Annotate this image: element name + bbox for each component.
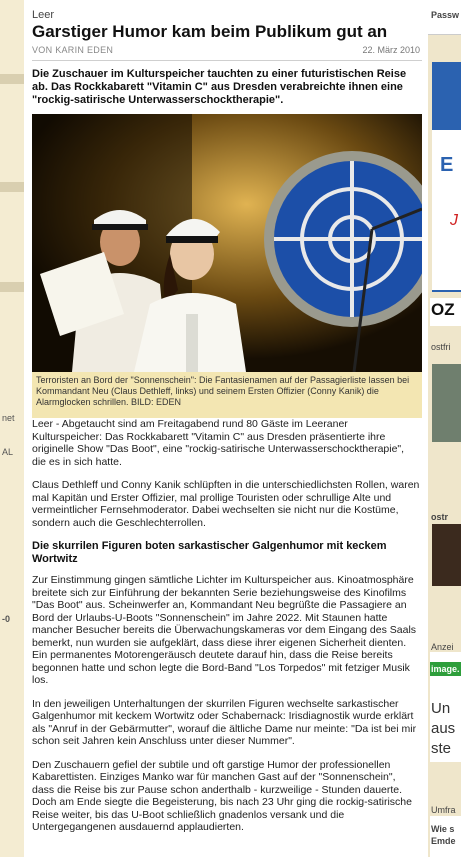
ad-text: ste [431, 740, 452, 757]
article-date: 22. März 2010 [362, 45, 420, 55]
article-headline: Garstiger Humor kam beim Publikum gut an [32, 22, 388, 41]
article-paragraph: In den jeweiligen Unterhaltungen der skurrilen Figuren wechselte sarkastischer Galgenhumor mit keckem Wortwitz oder Schabernack: Irisdiagnostik wurde erklärt als "Anruf in der Gebärmutter", worauf die ältliche Dame nur meinte: "Da ist bei mir schon seit Jahren kein Anschluss unter dieser Nummer". [32, 697, 417, 747]
article-paragraph: Den Zuschauern gefiel der subtile und oft garstige Humor der professionellen Kabarettisten. Einziges Manko war für manchen Gast auf der "Sonnenschein", dass die Reise bis zur Pause schon anderthalb - kurzweilige - Stunden dauerte. Doch am Ende siegte die Begeisterung, bis nach 23 Uhr ging die rockig-satirische Reise weiter, bis das U-Boot schließlich gnadenlos versank und die Untergegangenen ausdauernd applaudierten. [32, 758, 412, 833]
article-body [32, 418, 420, 845]
left-sidebar-fragment: net [2, 413, 15, 423]
password-label: Passw [431, 10, 460, 20]
article-byline: VON KARIN EDEN [32, 45, 114, 55]
section-label: ostr [431, 512, 449, 522]
oz-logo-text: OZ [431, 300, 455, 319]
photo-caption: Terroristen an Bord der "Sonnenschein": Die Fantasienamen auf der Passagierliste lassen bei Kommandant Neu (Claus Dethleff, links) und seinem Ersten Offizier (Conny Kanik) die Alarmglocken schrillen. BILD: EDEN [32, 372, 422, 418]
left-sidebar-divider [0, 282, 24, 292]
header-divider [32, 60, 422, 61]
article-kicker: Leer [32, 9, 55, 21]
article-paragraph: Leer - Abgetaucht sind am Freitagabend rund 80 Gäste im Leeraner Kulturspeicher: Das Rockkabarett "Vitamin C" aus Dresden präsentierte ihre originelle Show "Das Boot", eine "rockig-satirische Unterwasserschocktherapie", die es in sich hatte. [32, 418, 405, 468]
left-sidebar [0, 0, 24, 857]
thumbnail-image[interactable] [432, 524, 461, 586]
left-sidebar-divider [0, 182, 24, 192]
left-sidebar-fragment: -0 [2, 614, 11, 624]
ad-text: Un [431, 700, 451, 717]
left-sidebar-fragment: AL [2, 447, 14, 457]
section-label: ostfri [431, 342, 451, 352]
ad-label: Anzei [431, 642, 454, 652]
poll-question[interactable]: Emde [431, 836, 456, 846]
left-sidebar-divider [0, 74, 24, 84]
article-paragraph: Claus Dethleff und Conny Kanik schlüpften in die unterschiedlichsten Rollen, waren mal Kapitän und Erster Offizier, mal prollige Touristen oder schrullige Alte und vermeintlicher Fernsehmoderator. Dabei wechselten sie nicht nur die Kostüme, sondern auch die Geschlechterrollen. [32, 479, 420, 529]
ad-banner[interactable]: E J [432, 62, 461, 292]
stage-photo-illustration [32, 114, 422, 372]
article-subheading: Die skurrilen Figuren boten sarkastischer Galgenhumor mit keckem Wortwitz [32, 540, 387, 565]
ad-brand[interactable]: image. [431, 664, 460, 674]
poll-label: Umfra [431, 805, 456, 815]
article-paragraph: Zur Einstimmung gingen sämtliche Lichter im Kulturspeicher aus. Kinoatmosphäre breitete sich zur Einführung der bekannten Serie beziehungsweise des Kinofilms "Das Boot" aus. Scheinwerfer an, Kommandant Neu begrüßte die Passagiere an Bord der Urlaubs-U-Boots "Sonnenschein" im Jahre 2022. Mit Staunen hatte mancher Besucher bereits die Überwachungskameras vor dem Eingang des Saals bemerkt, nun wurden sie aufgeklärt, dass diese ihrer eigenen Sicherheit dienten. Ein permanentes Motorengeräusch deutete darauf hin, dass die Reise bereits begonnen hatte und schon legte die Bord-Band "Los Torpedos" mit fetziger Musik los. [32, 574, 417, 686]
poll-question[interactable]: Wie s [431, 824, 455, 834]
thumbnail-image[interactable] [432, 364, 461, 442]
article-photo[interactable] [32, 114, 422, 372]
article-lead: Die Zuschauer im Kulturspeicher tauchten zu einer futuristischen Reise ab. Das Rockkabarett "Vitamin C" aus Dresden verabreichte ihnen eine "rockig-satirische Unterwasserschocktherapie". [32, 68, 407, 106]
ad-text: aus [431, 720, 456, 737]
